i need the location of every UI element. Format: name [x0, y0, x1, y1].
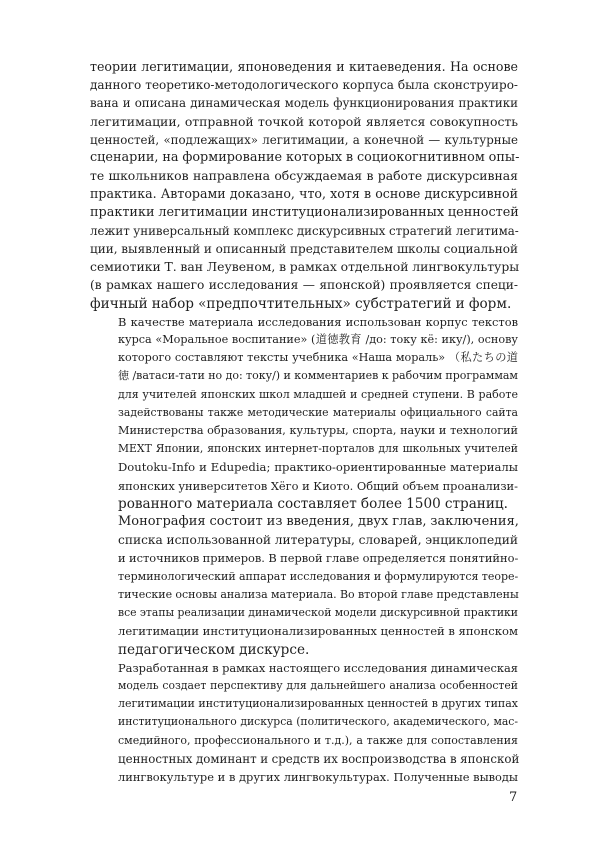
text-line: ценностей, «подлежащих» легитимации, а конечной — культурные: [90, 132, 518, 147]
text-line: тические основы анализа материала. Во второй главе представлены: [118, 587, 519, 601]
text-line: задействованы также методические материалы официального сайта: [118, 405, 518, 419]
text-line: для учителей японских школ младшей и средней ступени. В работе: [118, 387, 518, 401]
text-line: легитимации, отправной точкой которой является совокупность: [90, 113, 518, 129]
text-line: списка использованной литературы, словарей, энциклопедий: [118, 533, 518, 548]
text-line: легитимации институционализированных ценностей в японском: [118, 624, 518, 639]
text-line: лежит универсальный комплекс дискурсивных стратегий легитима-: [90, 223, 519, 238]
text-line: терминологический аппарат исследования и формулируются теоре-: [118, 569, 519, 583]
text-line: все этапы реализации динамической модели дискурсивной практики: [118, 606, 518, 620]
paragraph: [90, 513, 518, 659]
paragraph: [90, 659, 518, 786]
text-line: фичный набор «предпочтительных» субстратегий и форм.: [90, 295, 512, 312]
text-line: ценностных доминант и средств их воспроизводства в японской: [118, 751, 520, 766]
text-line: институционального дискурса (политического, академического, мас-: [118, 715, 518, 729]
text-line: Министерства образования, культуры, спорта, науки и технологий: [118, 424, 518, 438]
text-line: ции, выявленный и описанный представителем школы социальной: [90, 242, 518, 257]
text-line: Монография состоит из введения, двух глав, заключения,: [118, 514, 519, 530]
text-line: семиотики Т. ван Леувеном, в рамках отдельной лингвокультуры: [90, 259, 520, 275]
text-line: те школьников направлена обсуждаемая в работе дискурсивная: [90, 168, 518, 184]
text-line: Разработанная в рамках настоящего исследования динамическая: [118, 660, 518, 675]
text-line: лингвокультуре и в других лингвокультурах. Полученные выводы: [118, 769, 518, 784]
text-line: (в рамках нашего исследования — японской) проявляется специ-: [90, 278, 518, 293]
document-body: [90, 58, 518, 786]
text-line: курса «Моральное воспитание» (道徳教育 /до: току кё: ику/), основу: [118, 333, 518, 347]
paragraph: [90, 313, 518, 513]
text-line: рованного материала составляет более 1500 страниц.: [118, 495, 508, 512]
text-line: теории легитимации, японоведения и китаеведения. На основе: [90, 59, 518, 74]
text-line: легитимации институционализированных ценностей в других типах: [118, 697, 518, 711]
paragraph: [90, 58, 518, 313]
text-line: педагогическом дискурсе.: [118, 641, 310, 658]
text-line: смедийного, профессионального и т.д.), а также для сопоставления: [118, 733, 518, 747]
text-line: и источников примеров. В первой главе определяется понятийно-: [118, 551, 519, 566]
text-line: модель создает перспективу для дальнейшего анализа особенностей: [118, 678, 518, 692]
text-line: практика. Авторами доказано, что, хотя в основе дискурсивной: [90, 186, 518, 202]
text-line: японских университетов Хёго и Киото. Общий объем проанализи-: [118, 478, 518, 493]
text-line: В качестве материала исследования использован корпус текстов: [118, 314, 518, 329]
text-line: MEXT Японии, японских интернет-порталов для школьных учителей: [118, 442, 518, 456]
text-line: Doutoku-Info и Edupedia; практико-ориентированные материалы: [118, 460, 518, 475]
text-line: сценарии, на формирование которых в социокогнитивном опы-: [90, 150, 520, 166]
text-line: практики легитимации институционализированных ценностей: [90, 204, 519, 220]
text-line: вана и описана динамическая модель функционирования практики: [90, 96, 518, 111]
text-line: данного теоретико-методологического корпуса была сконструиро-: [90, 78, 518, 93]
page-number: 7: [509, 790, 518, 805]
text-line: которого составляют тексты учебника «Наша мораль» （私たちの道: [118, 351, 518, 365]
text-line: 徳 /ватаси-тати но до: току/) и комментариев к рабочим программам: [118, 369, 518, 383]
